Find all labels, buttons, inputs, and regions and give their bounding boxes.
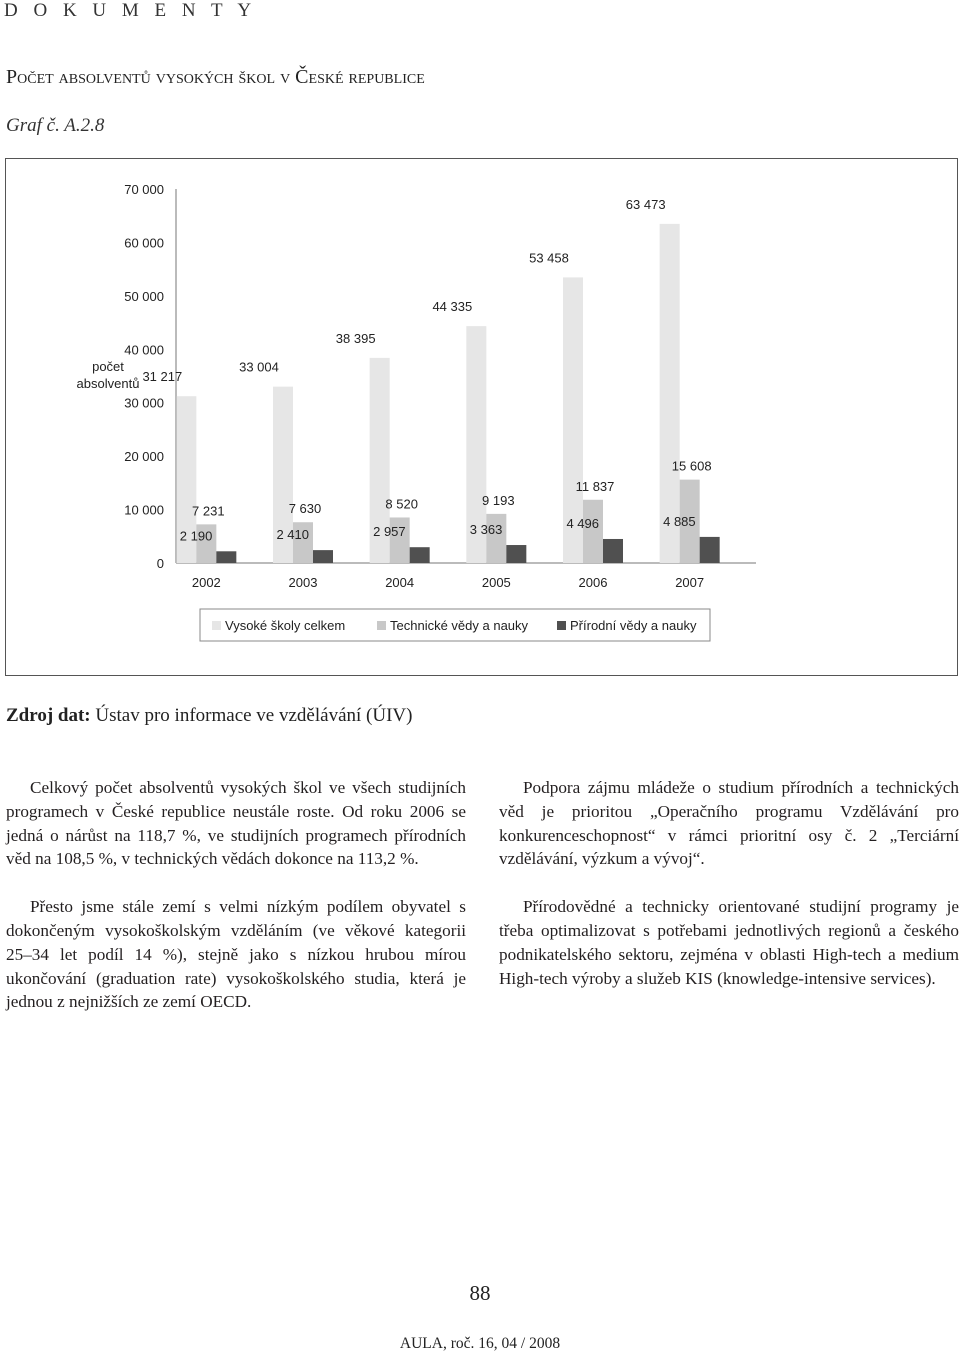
data-label: 7 630 — [288, 501, 322, 517]
bar — [506, 545, 526, 563]
data-label: 33 004 — [239, 359, 279, 375]
data-label: 31 217 — [142, 369, 183, 385]
data-label: 3 363 — [469, 522, 503, 538]
x-tick-label: 2004 — [385, 575, 415, 590]
data-label: 9 193 — [482, 492, 515, 508]
bar — [313, 550, 333, 563]
data-label: 8 520 — [385, 496, 418, 512]
bar — [660, 224, 680, 563]
graph-label: Graf č. A.2.8 — [6, 115, 105, 136]
data-label: 2 190 — [179, 528, 213, 544]
x-tick-label: 2007 — [675, 575, 705, 590]
page-number: 88 — [469, 1281, 491, 1305]
bar — [603, 539, 623, 563]
data-label: 63 473 — [625, 196, 666, 212]
source-line — [6, 705, 412, 727]
x-tick-label: 2003 — [288, 575, 318, 590]
source-label: Zdroj dat: — [6, 705, 91, 726]
bar — [216, 551, 236, 563]
data-label: 7 231 — [192, 503, 225, 519]
legend-label: Technické vědy a nauky — [390, 618, 529, 633]
page-title: Počet absolventů vysokých škol v České republice — [6, 66, 425, 88]
y-tick-label: 40 000 — [124, 342, 164, 358]
y-tick-label: 10 000 — [124, 502, 164, 518]
section-header: D O K U M E N T Y — [4, 0, 257, 21]
data-label: 4 496 — [566, 515, 599, 531]
legend-label: Vysoké školy celkem — [225, 618, 346, 633]
data-label: 44 335 — [432, 299, 473, 315]
footer: AULA, roč. 16, 04 / 2008 — [399, 1335, 561, 1352]
data-label: 15 608 — [671, 458, 712, 474]
y-tick-label: 20 000 — [124, 449, 164, 465]
legend-label: Přírodní vědy a nauky — [570, 618, 697, 633]
chart-frame — [5, 158, 958, 676]
source-text: Ústav pro informace ve vzdělávání (ÚIV) — [95, 705, 413, 726]
y-tick-label: 30 000 — [124, 395, 164, 411]
y-tick-label: 0 — [156, 556, 164, 571]
paragraph: Podpora zájmu mládeže o studium přírodních a technických věd je prioritou „Operačního programu Vzdělávání pro konkurenceschopnost“ v rámci prioritní osy č. 2 „Terciární vzdělávání, výzkum a vývoj“. — [499, 778, 959, 869]
legend-swatch — [377, 621, 386, 630]
paragraph: Celkový počet absolventů vysokých škol ve všech studijních programech v České republice neustále roste. Od roku 2006 se jedná o nárůst na 118,7 %, ve studijních programech přírodních věd na 108,5 %, v technických vědách dokonce na 113,2 %. — [6, 778, 466, 869]
data-label: 4 885 — [663, 513, 696, 529]
x-tick-label: 2005 — [481, 575, 511, 590]
legend-swatch — [212, 621, 221, 630]
data-label: 38 395 — [335, 330, 376, 346]
left-column — [6, 776, 466, 1038]
bar-chart — [6, 159, 957, 675]
data-label: 11 837 — [575, 478, 615, 494]
right-column — [499, 776, 959, 1014]
paragraph: Přírodovědné a technicky orientované studijní programy je třeba optimalizovat s potřebami jednotlivých regionů a českého podnikatelského sektoru, zejména v oblasti High-tech a medium High-tech výroby a služeb KIS (knowledge-intensive services). — [499, 897, 959, 988]
bar — [410, 547, 430, 563]
data-label: 2 957 — [373, 524, 406, 540]
y-axis-label: absolventů — [76, 376, 140, 391]
bar — [583, 500, 603, 563]
x-tick-label: 2006 — [578, 575, 608, 590]
data-label: 53 458 — [529, 250, 569, 266]
paragraph: Přesto jsme stále zemí s velmi nízkým podílem obyvatel s dokončeným vysokoškolským vzděláním (ve věkové kategorii 25–34 let podíl 14 %), stejně jako s nízkou hrubou mírou ukončování (graduation rate) vysokoškolského studia, která je jednou z nejnižších ze zemí OECD. — [6, 897, 466, 1012]
bar — [700, 537, 720, 563]
data-label: 2 410 — [276, 527, 309, 543]
legend-swatch — [557, 621, 566, 630]
y-tick-label: 60 000 — [124, 235, 164, 251]
y-tick-label: 50 000 — [124, 288, 164, 304]
y-tick-label: 70 000 — [124, 182, 164, 197]
x-tick-label: 2002 — [191, 575, 221, 590]
y-axis-label: počet — [92, 359, 124, 374]
